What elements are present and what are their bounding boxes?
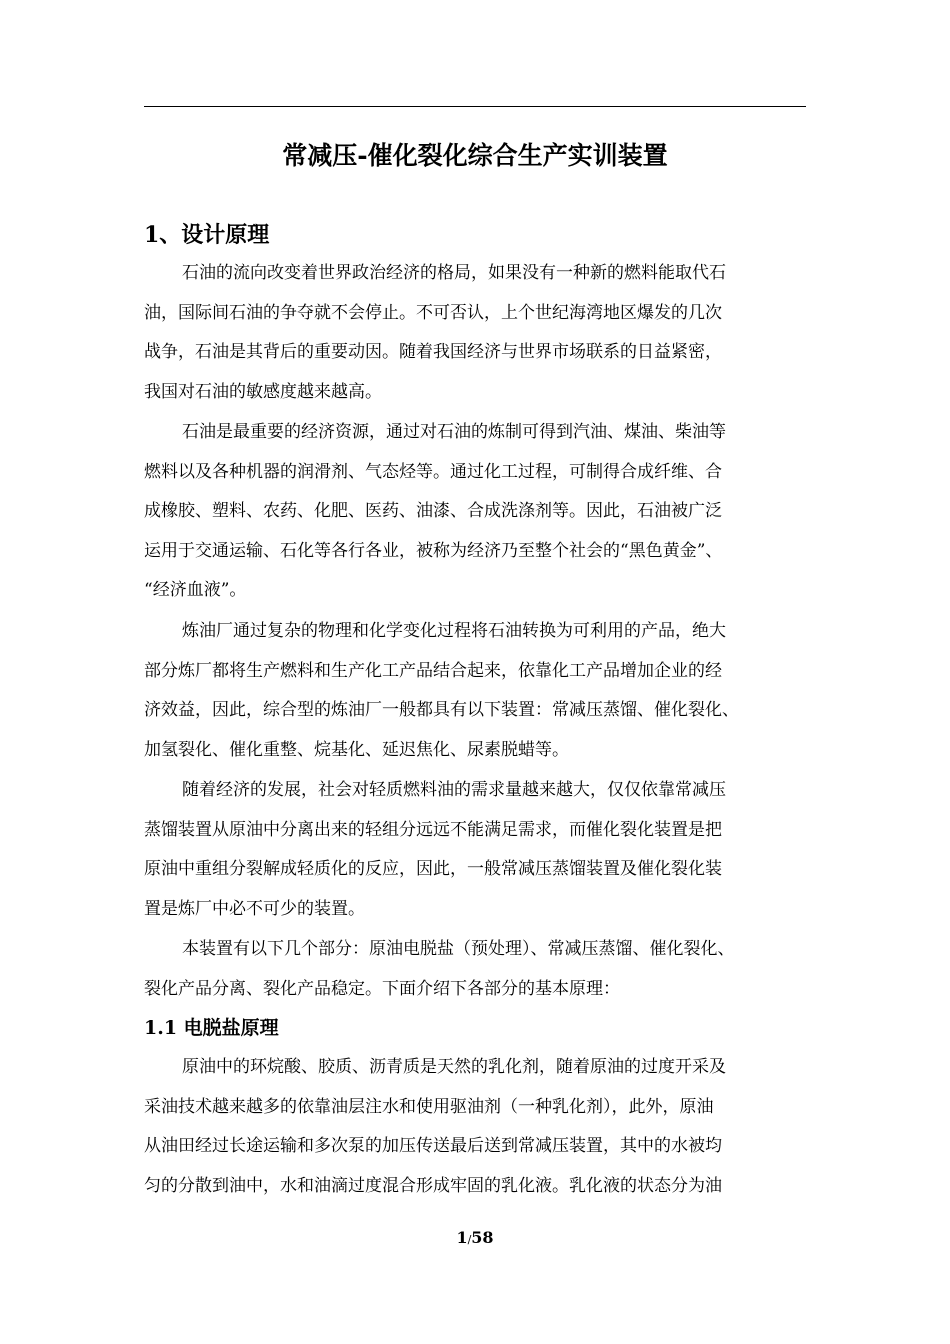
paragraph-line: 匀的分散到油中，水和油滴过度混合形成牢固的乳化液。乳化液的状态分为油	[144, 1175, 722, 1196]
paragraph-2	[144, 413, 824, 611]
paragraph-line: 采油技术越来越多的依靠油层注水和使用驱油剂（一种乳化剂），此外，原油	[144, 1096, 714, 1117]
paragraph-line: 置是炼厂中必不可少的装置。	[144, 898, 365, 919]
paragraph-line: 部分炼厂都将生产燃料和生产化工产品结合起来，依靠化工产品增加企业的经	[144, 660, 722, 681]
paragraph-line: 本装置有以下几个部分：原油电脱盐（预处理）、常减压蒸馏、催化裂化、	[182, 939, 735, 959]
header-rule	[144, 106, 806, 107]
page-number	[0, 1224, 950, 1254]
paragraph-line: 原油中重组分裂解成轻质化的反应，因此，一般常减压蒸馏装置及催化裂化装	[144, 859, 722, 880]
paragraph-line: 裂化产品分离、裂化产品稳定。下面介绍下各部分的基本原理：	[144, 978, 620, 999]
paragraph-line: 战争，石油是其背后的重要动因。随着我国经济与世界市场联系的日益紧密，	[144, 342, 722, 363]
subsection-heading-desalting: 1.1 电脱盐原理	[144, 1017, 279, 1039]
paragraph-line: “经济血液”。	[144, 580, 247, 601]
paragraph-5	[144, 930, 824, 1009]
paragraph-line: 我国对石油的敏感度越来越高。	[144, 381, 382, 402]
current-page: 1	[456, 1228, 468, 1247]
paragraph-line: 济效益，因此，综合型的炼油厂一般都具有以下装置：常减压蒸馏、催化裂化、	[144, 700, 739, 721]
paragraph-line: 随着经济的发展，社会对轻质燃料油的需求量越来越大，仅仅依靠常减压	[182, 780, 726, 800]
paragraph-line: 蒸馏装置从原油中分离出来的轻组分远远不能满足需求，而催化裂化装置是把	[144, 819, 722, 840]
paragraph-line: 油，国际间石油的争夺就不会停止。不可否认，上个世纪海湾地区爆发的几次	[144, 302, 722, 323]
total-pages: 58	[471, 1228, 494, 1247]
paragraph-line: 原油中的环烷酸、胶质、沥青质是天然的乳化剂，随着原油的过度开采及	[182, 1057, 726, 1077]
paragraph-6	[144, 1048, 824, 1206]
paragraph-line: 炼油厂通过复杂的物理和化学变化过程将石油转换为可利用的产品，绝大	[182, 621, 726, 641]
paragraph-line: 石油是最重要的经济资源，通过对石油的炼制可得到汽油、煤油、柴油等	[182, 422, 726, 442]
paragraph-line: 石油的流向改变着世界政治经济的格局，如果没有一种新的燃料能取代石	[182, 263, 726, 283]
paragraph-line: 成橡胶、塑料、农药、化肥、医药、油漆、合成洗涤剂等。因此，石油被广泛	[144, 501, 722, 522]
paragraph-line: 运用于交通运输、石化等各行各业，被称为经济乃至整个社会的“黑色黄金”、	[144, 540, 723, 561]
paragraph-line: 加氢裂化、催化重整、烷基化、延迟焦化、尿素脱蜡等。	[144, 739, 569, 760]
section-heading-design-principle: 1、设计原理	[144, 222, 270, 248]
paragraph-line: 燃料以及各种机器的润滑剂、气态烃等。通过化工过程，可制得合成纤维、合	[144, 461, 722, 482]
page-separator: /	[467, 1233, 472, 1246]
paragraph-4	[144, 771, 824, 929]
paragraph-line: 从油田经过长途运输和多次泵的加压传送最后送到常减压装置，其中的水被均	[144, 1136, 722, 1157]
paragraph-3	[144, 612, 824, 770]
paragraph-1	[144, 254, 824, 412]
document-title: 常减压-催化裂化综合生产实训装置	[282, 141, 668, 170]
